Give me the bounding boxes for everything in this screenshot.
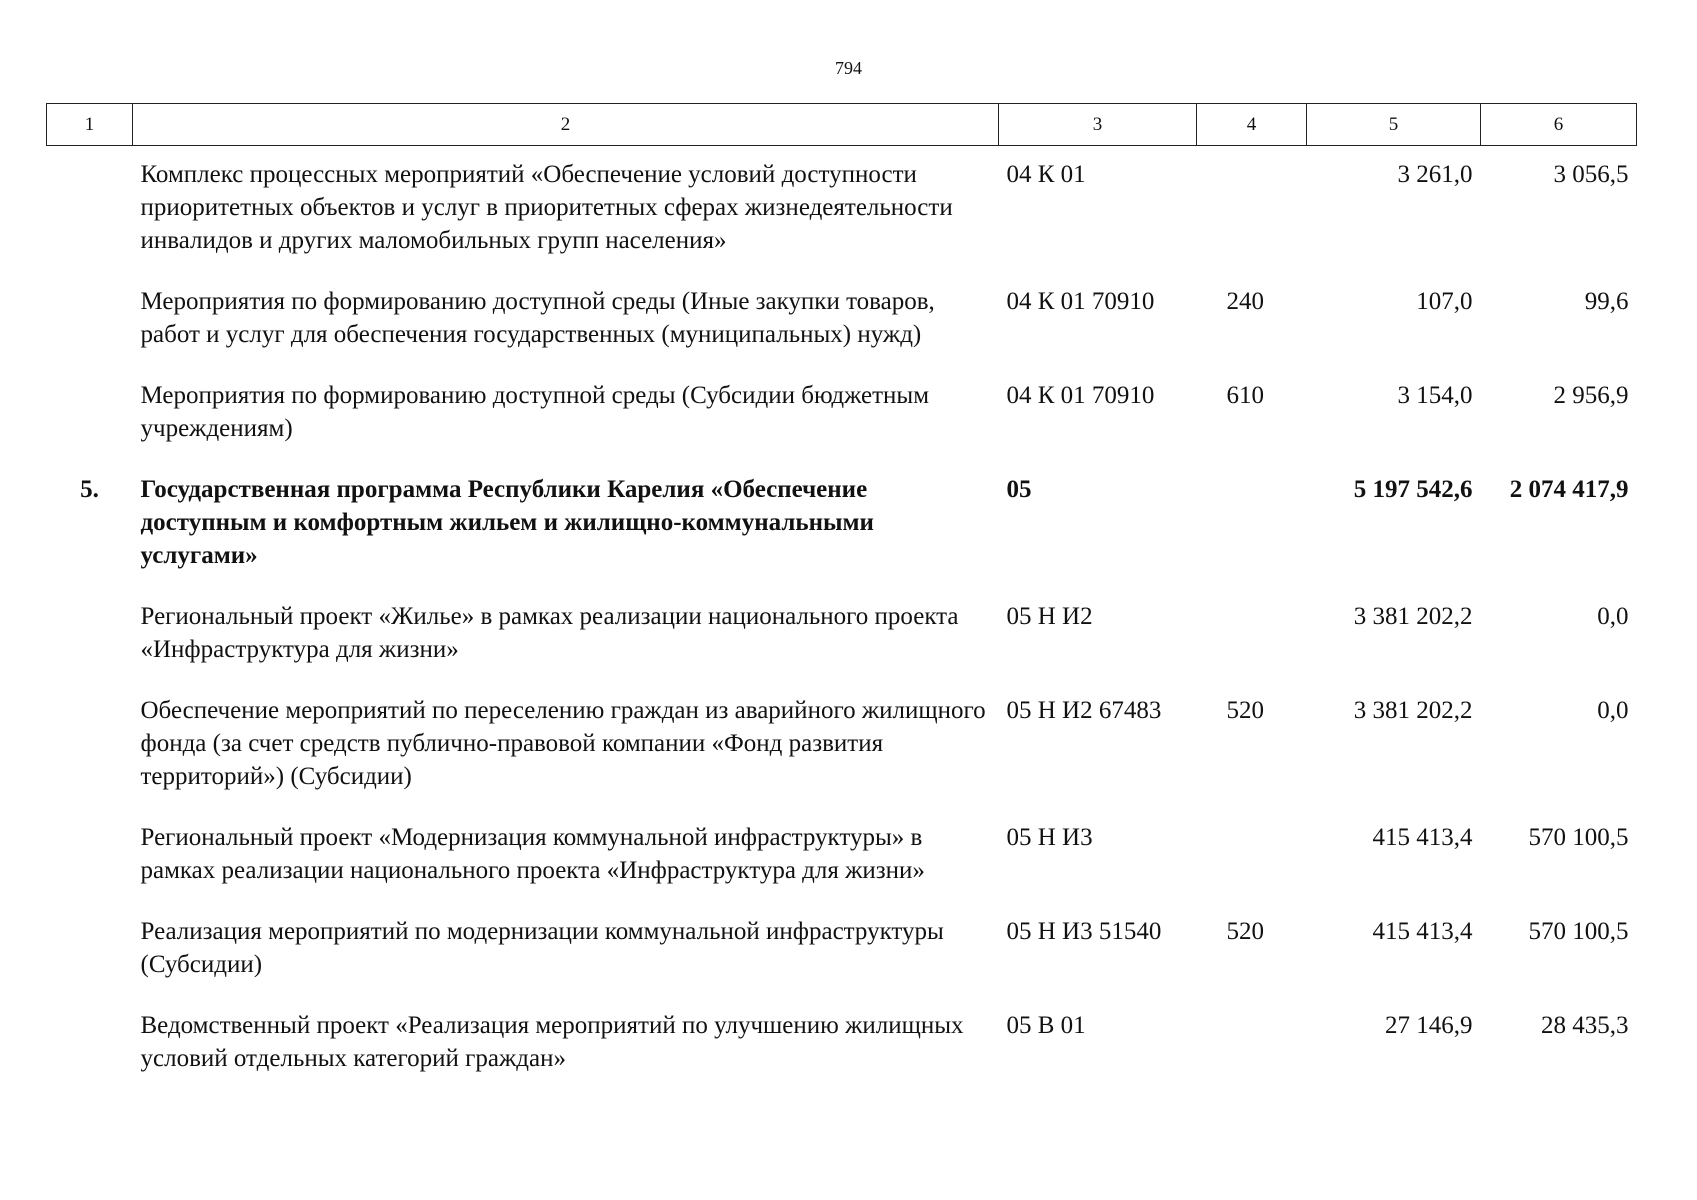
row-sum-col6: 570 100,5 <box>1528 918 1629 945</box>
row-sum-col5: 415 413,4 <box>1372 918 1473 945</box>
row-type <box>1197 586 1307 680</box>
row-name: Комплекс процессных мероприятий «Обеспечение условий доступности приоритетных объектов и услуг в приоритетных сферах жизнедеятельности инвалидов и других маломобильных групп населения» <box>140 161 953 254</box>
header-col-1: 1 <box>47 104 133 146</box>
row-type: 240 <box>1226 288 1264 315</box>
row-name: Обеспечение мероприятий по переселению граждан из аварийного жилищного фонда (за счет средств публично-правовой компании «Фонд развития территорий») (Субсидии) <box>140 697 986 790</box>
row-sum-col6: 2 074 417,9 <box>1509 476 1629 503</box>
row-name: Реализация мероприятий по модернизации коммунальной инфраструктуры (Субсидии) <box>140 918 944 978</box>
header-col-6: 6 <box>1481 104 1637 146</box>
table-row <box>47 680 1637 807</box>
row-sum-col5: 3 154,0 <box>1397 382 1473 409</box>
row-sum-col5: 3 261,0 <box>1397 161 1473 188</box>
row-code: 05 Н И3 51540 <box>1006 918 1162 945</box>
row-sum-col6: 0,0 <box>1597 603 1629 630</box>
row-sum-col6: 99,6 <box>1584 288 1629 315</box>
row-number <box>47 680 133 807</box>
table-row <box>47 901 1637 995</box>
row-sum-col6: 570 100,5 <box>1528 824 1629 851</box>
row-sum-col5: 5 197 542,6 <box>1353 476 1473 503</box>
row-name: Региональный проект «Жилье» в рамках реализации национального проекта «Инфраструктура для жизни» <box>140 603 959 663</box>
header-row <box>47 104 1637 146</box>
header-col-3: 3 <box>999 104 1197 146</box>
row-number <box>47 586 133 680</box>
row-code: 04 К 01 70910 <box>1006 288 1155 315</box>
row-number <box>47 995 133 1089</box>
row-number <box>47 365 133 459</box>
row-sum-col5: 107,0 <box>1416 288 1473 315</box>
row-name: Мероприятия по формированию доступной среды (Иные закупки товаров, работ и услуг для обеспечения государственных (муниципальных) нужд) <box>140 288 935 348</box>
row-number <box>47 901 133 995</box>
page-number: 794 <box>835 58 862 78</box>
row-number: 5. <box>80 476 99 503</box>
row-sum-col5: 27 146,9 <box>1385 1012 1473 1039</box>
row-code: 05 <box>1006 476 1032 503</box>
table-row <box>47 271 1637 365</box>
row-type <box>1197 807 1307 901</box>
row-number <box>47 271 133 365</box>
header-col-2: 2 <box>133 104 999 146</box>
row-type: 520 <box>1226 918 1264 945</box>
row-sum-col5: 3 381 202,2 <box>1353 697 1473 724</box>
row-type <box>1197 995 1307 1089</box>
table-row <box>47 365 1637 459</box>
row-code: 05 В 01 <box>1006 1012 1086 1039</box>
row-type <box>1197 459 1307 586</box>
program-row <box>47 459 1637 586</box>
row-type: 520 <box>1226 697 1264 724</box>
row-sum-col5: 415 413,4 <box>1372 824 1473 851</box>
table-row <box>47 807 1637 901</box>
row-name: Региональный проект «Модернизация коммунальной инфраструктуры» в рамках реализации национального проекта «Инфраструктура для жизни» <box>140 824 925 884</box>
row-sum-col5: 3 381 202,2 <box>1353 603 1473 630</box>
row-type: 610 <box>1226 382 1264 409</box>
header-col-4: 4 <box>1197 104 1307 146</box>
row-number <box>47 146 133 272</box>
row-name: Государственная программа Республики Карелия «Обеспечение доступным и комфортным жильем и жилищно-коммунальными услугами» <box>140 476 874 569</box>
table-row <box>47 995 1637 1089</box>
table-header <box>47 104 1637 146</box>
row-type <box>1197 146 1307 272</box>
row-sum-col6: 28 435,3 <box>1541 1012 1629 1039</box>
row-code: 05 Н И3 <box>1006 824 1093 851</box>
row-sum-col6: 0,0 <box>1597 697 1629 724</box>
budget-table <box>46 103 1637 1089</box>
table-row <box>47 146 1637 272</box>
row-number <box>47 807 133 901</box>
row-sum-col6: 2 956,9 <box>1553 382 1629 409</box>
row-name: Ведомственный проект «Реализация мероприятий по улучшению жилищных условий отдельных категорий граждан» <box>140 1012 964 1072</box>
row-code: 04 К 01 <box>1006 161 1086 188</box>
row-name: Мероприятия по формированию доступной среды (Субсидии бюджетным учреждениям) <box>140 382 930 442</box>
row-code: 05 Н И2 <box>1006 603 1093 630</box>
row-code: 04 К 01 70910 <box>1006 382 1155 409</box>
table-body <box>47 146 1637 1090</box>
table-row <box>47 586 1637 680</box>
row-code: 05 Н И2 67483 <box>1006 697 1162 724</box>
row-sum-col6: 3 056,5 <box>1553 161 1629 188</box>
header-col-5: 5 <box>1307 104 1481 146</box>
